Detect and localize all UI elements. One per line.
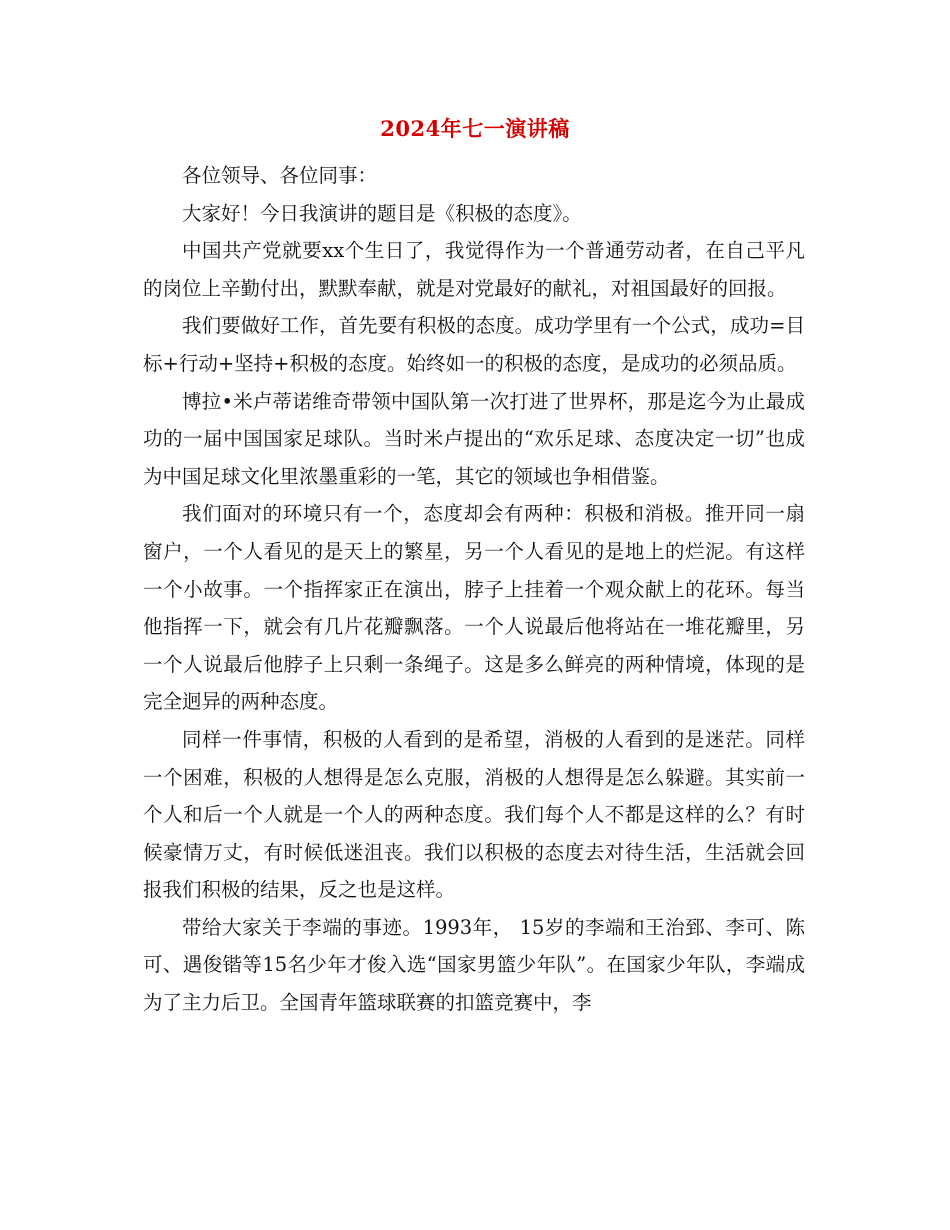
paragraph-salutation: 各位领导、各位同事： xyxy=(182,164,378,187)
paragraph: 博拉•米卢蒂诺维奇带领中国队第一次打进了世界杯，那是迄今为止最成功的一届中国国家足球队。当时米卢提出的“欢乐足球、态度决定一切”也成为中国足球文化里浓墨重彩的一笔，其它的领域也争相借鉴。 xyxy=(143,389,805,488)
paragraph-greeting: 大家好！今日我演讲的题目是《积极的态度》。 xyxy=(182,201,582,225)
document-title: 2024年七一演讲稿 xyxy=(380,116,570,141)
paragraph: 我们要做好工作，首先要有积极的态度。成功学里有一个公式，成功=目标+行动+坚持+积极的态度。始终如一的积极的态度，是成功的必须品质。 xyxy=(143,314,805,375)
paragraph: 同样一件事情，积极的人看到的是希望，消极的人看到的是迷茫。同样一个困难，积极的人想得是怎么克服，消极的人想得是怎么躲避。其实前一个人和后一个人就是一个人的两种态度。我们每个人不都是这样的么？有时候豪情万丈，有时候低迷沮丧。我们以积极的态度去对待生活，生活就会回报我们积极的结果，反之也是这样。 xyxy=(143,727,805,902)
paragraph: 我们面对的环境只有一个，态度却会有两种：积极和消极。推开同一扇窗户，一个人看见的是天上的繁星，另一个人看见的是地上的烂泥。有这样一个小故事。一个指挥家正在演出，脖子上挂着一个观众献上的花环。每当他指挥一下，就会有几片花瓣飘落。一个人说最后他将站在一堆花瓣里，另一个人说最后他脖子上只剩一条绳子。这是多么鲜亮的两种情境，体现的是完全迥异的两种态度。 xyxy=(143,502,805,714)
paragraph: 带给大家关于李端的事迹。1993年， 15岁的李端和王治郅、李可、陈可、遇俊锴等15名少年才俊入选“国家男篮少年队”。在国家少年队，李端成为了主力后卫。全国青年篮球联赛的扣篮竞赛中，李 xyxy=(143,915,805,1015)
document-body xyxy=(143,157,805,1022)
paragraph: 中国共产党就要xx个生日了，我觉得作为一个普通劳动者，在自己平凡的岗位上辛勤付出，默默奉献，就是对党最好的献礼，对祖国最好的回报。 xyxy=(143,239,805,300)
